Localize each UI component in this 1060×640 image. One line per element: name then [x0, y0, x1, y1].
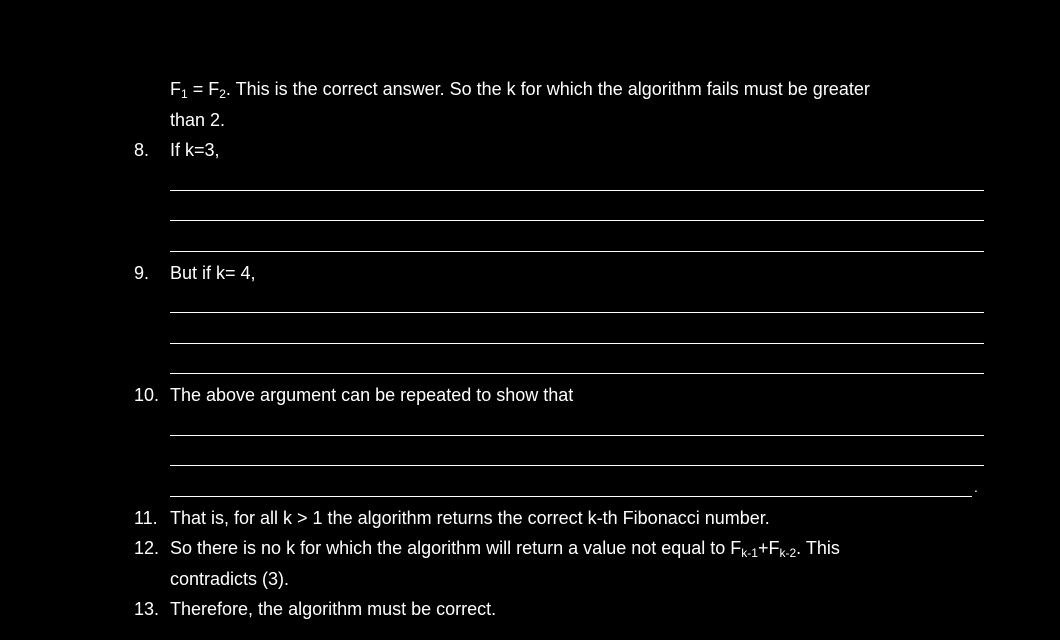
item-13-number: 13. — [134, 599, 160, 619]
item-13-text: Therefore, the algorithm must be correct. — [170, 599, 497, 619]
item-11-text: That is, for all k > 1 the algorithm returns the correct k-th Fibonacci number. — [170, 508, 770, 528]
intro-line-1 — [170, 78, 870, 100]
item-11-number: 11. — [134, 508, 158, 528]
item-10-blank-line-2 — [170, 465, 984, 466]
intro-f: F — [170, 79, 181, 99]
item-8-blank-line-1 — [170, 190, 984, 191]
item-10-blank-line-1 — [170, 435, 984, 436]
item-12-sub-1: k-1 — [741, 546, 758, 560]
item-8-number: 8. — [134, 140, 150, 160]
item-9-blank-line-2 — [170, 343, 984, 344]
intro-sentence: . This is the correct answer. So the k for which the algorithm fails must be greater — [225, 79, 870, 99]
intro-sub-1: 1 — [181, 87, 188, 101]
item-12-number: 12. — [134, 538, 160, 558]
item-12-text-a: So there is no k for which the algorithm will return a value not equal to F — [170, 538, 742, 558]
intro-sub-2: 2 — [219, 87, 226, 101]
intro-equals-f: = F — [187, 79, 220, 99]
item-12-line-1 — [170, 537, 840, 559]
item-10-blank-line-3 — [170, 496, 972, 497]
item-8-blank-line-2 — [170, 220, 984, 221]
item-10-number: 10. — [134, 385, 160, 405]
item-9-text: But if k= 4, — [170, 263, 256, 283]
intro-line-2: than 2. — [170, 110, 226, 130]
item-9-number: 9. — [134, 263, 150, 283]
item-8-text: If k=3, — [170, 140, 220, 160]
item-12-sub-2: k-2 — [779, 546, 797, 560]
item-9-blank-line-3 — [170, 373, 984, 374]
item-8-blank-line-3 — [170, 251, 984, 252]
item-12-text-c: . This — [796, 538, 840, 558]
item-12-line-2: contradicts (3). — [170, 569, 290, 589]
item-10-end-mark: . — [974, 479, 978, 495]
item-9-blank-line-1 — [170, 312, 984, 313]
item-12-text-b: +F — [757, 538, 780, 558]
item-10-text: The above argument can be repeated to show that — [170, 385, 574, 405]
